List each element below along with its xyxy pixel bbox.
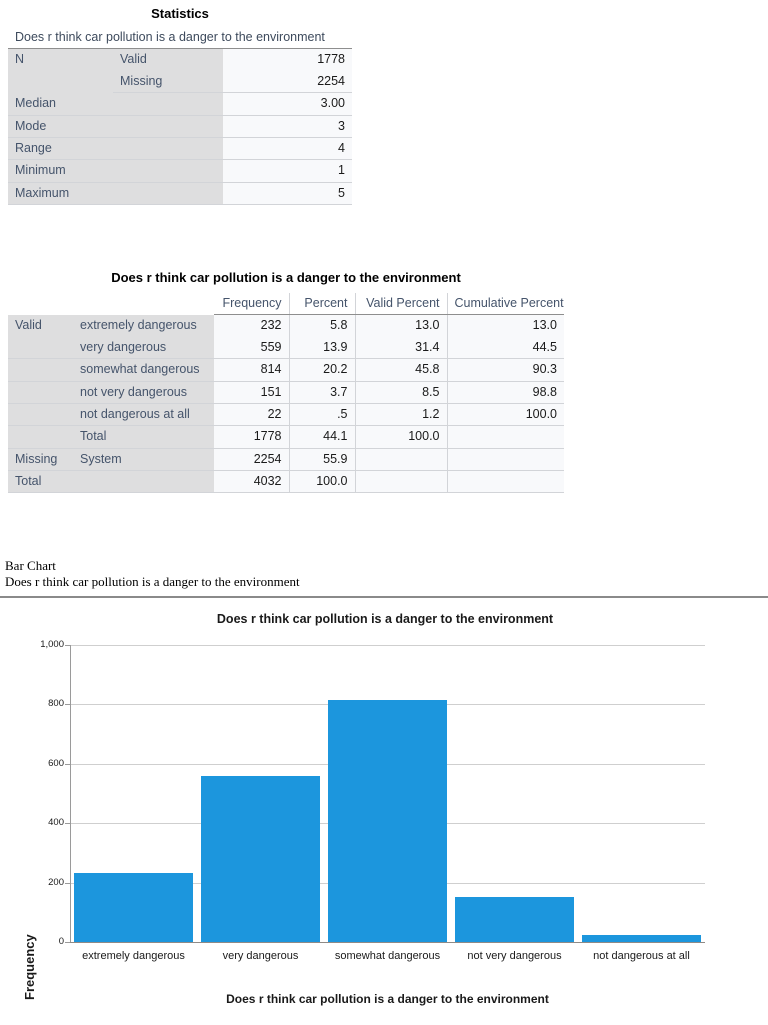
statistics-row-sublabel: Missing: [113, 71, 223, 93]
frequency-category-label: [73, 471, 214, 493]
percent-value: 44.1: [289, 426, 355, 448]
frequency-group-label: Valid: [8, 315, 73, 337]
valid-percent-value: 31.4: [355, 337, 447, 359]
chart-y-tick-label: 0: [58, 936, 64, 947]
frequency-table: [8, 293, 564, 493]
statistics-row-label: Minimum: [8, 160, 223, 182]
chart-y-tick-mark: [65, 823, 70, 824]
chart-y-tick-label: 400: [48, 817, 64, 829]
table-row: [8, 93, 352, 115]
cumulative-percent-value: 44.5: [447, 337, 564, 359]
frequency-value: 232: [214, 315, 289, 337]
chart-bar: [582, 935, 701, 942]
chart-plot-area: [70, 645, 705, 942]
table-row: [8, 137, 352, 159]
frequency-group-label: [8, 426, 73, 448]
table-row: [8, 426, 564, 448]
chart-category-label: not dangerous at all: [593, 950, 690, 962]
statistics-table: [8, 27, 352, 205]
frequency-header-row: [8, 293, 564, 315]
frequency-table-title: Does r think car pollution is a danger to the environment: [111, 270, 461, 285]
percent-value: 20.2: [289, 359, 355, 381]
frequency-group-label: Total: [8, 471, 73, 493]
statistics-row-sublabel: Valid: [113, 49, 223, 71]
chart-separator-rule: [0, 596, 768, 598]
chart-bar: [328, 700, 447, 942]
chart-x-axis-title: Does r think car pollution is a danger to the environment: [226, 992, 549, 1006]
chart-title: Does r think car pollution is a danger to the environment: [216, 612, 554, 626]
valid-percent-value: 45.8: [355, 359, 447, 381]
chart-bar: [201, 776, 320, 942]
statistics-row-value: 5: [223, 182, 352, 204]
statistics-table-title: Statistics: [151, 6, 209, 21]
chart-y-tick-mark: [65, 883, 70, 884]
bar-chart-caption: [5, 558, 300, 591]
bar-chart-caption-subheading: Does r think car pollution is a danger to the environment: [5, 574, 300, 590]
chart-category-label: very dangerous: [222, 950, 299, 962]
frequency-category-label: System: [73, 448, 214, 470]
table-row: [8, 71, 352, 93]
frequency-column-header: Percent: [289, 293, 355, 315]
frequency-group-label: [8, 381, 73, 403]
frequency-group-label: [8, 403, 73, 425]
frequency-category-label: extremely dangerous: [73, 315, 214, 337]
table-row: [8, 337, 564, 359]
frequency-value: 151: [214, 381, 289, 403]
chart-y-tick-mark: [65, 942, 70, 943]
chart-y-tick-label: 200: [48, 876, 64, 888]
statistics-row-label: Range: [8, 137, 223, 159]
frequency-column-header: Frequency: [214, 293, 289, 315]
statistics-column-header: Does r think car pollution is a danger to the environment: [8, 27, 352, 49]
percent-value: 5.8: [289, 315, 355, 337]
frequency-category-label: Total: [73, 426, 214, 448]
cumulative-percent-value: 100.0: [447, 403, 564, 425]
table-row: [8, 403, 564, 425]
frequency-column-header: Cumulative Percent: [447, 293, 564, 315]
table-row: [8, 381, 564, 403]
chart-y-tick-mark: [65, 764, 70, 765]
statistics-row-value: 4: [223, 137, 352, 159]
statistics-row-value: 1: [223, 160, 352, 182]
statistics-row-value: 1778: [223, 49, 352, 71]
frequency-table-block: [8, 270, 564, 493]
statistics-row-value: 3: [223, 115, 352, 137]
cumulative-percent-value: [447, 448, 564, 470]
table-row: [8, 49, 352, 71]
chart-gridline: [70, 645, 705, 646]
statistics-table-block: [8, 6, 352, 205]
table-row: [8, 315, 564, 337]
percent-value: .5: [289, 403, 355, 425]
bar-chart-caption-heading: Bar Chart: [5, 558, 56, 573]
bar-chart: [0, 600, 768, 1020]
statistics-row-label: [8, 71, 113, 93]
statistics-row-label: Median: [8, 93, 223, 115]
chart-y-tick-mark: [65, 704, 70, 705]
statistics-row-label: Mode: [8, 115, 223, 137]
frequency-header-corner: [8, 293, 214, 315]
chart-y-tick-label: 800: [48, 698, 64, 710]
valid-percent-value: 8.5: [355, 381, 447, 403]
chart-category-label: extremely dangerous: [82, 950, 185, 962]
table-row: [8, 448, 564, 470]
chart-x-axis-line: [70, 942, 705, 943]
valid-percent-value: 13.0: [355, 315, 447, 337]
statistics-header-row: [8, 27, 352, 49]
frequency-value: 814: [214, 359, 289, 381]
chart-category-label: not very dangerous: [467, 950, 562, 962]
frequency-value: 559: [214, 337, 289, 359]
frequency-category-label: not very dangerous: [73, 381, 214, 403]
chart-bar: [455, 897, 574, 942]
table-row: [8, 359, 564, 381]
frequency-value: 1778: [214, 426, 289, 448]
statistics-row-label: Maximum: [8, 182, 223, 204]
chart-y-axis-title: Frequency: [22, 934, 37, 1000]
valid-percent-value: [355, 448, 447, 470]
table-row: [8, 471, 564, 493]
frequency-category-label: not dangerous at all: [73, 403, 214, 425]
frequency-value: 22: [214, 403, 289, 425]
chart-y-tick-mark: [65, 645, 70, 646]
valid-percent-value: [355, 471, 447, 493]
cumulative-percent-value: 13.0: [447, 315, 564, 337]
statistics-row-value: 2254: [223, 71, 352, 93]
cumulative-percent-value: 90.3: [447, 359, 564, 381]
frequency-category-label: very dangerous: [73, 337, 214, 359]
percent-value: 55.9: [289, 448, 355, 470]
percent-value: 13.9: [289, 337, 355, 359]
valid-percent-value: 100.0: [355, 426, 447, 448]
statistics-row-label: N: [8, 49, 113, 71]
percent-value: 100.0: [289, 471, 355, 493]
chart-y-tick-label: 600: [48, 757, 64, 769]
frequency-group-label: Missing: [8, 448, 73, 470]
valid-percent-value: 1.2: [355, 403, 447, 425]
statistics-row-value: 3.00: [223, 93, 352, 115]
cumulative-percent-value: [447, 471, 564, 493]
table-row: [8, 115, 352, 137]
cumulative-percent-value: [447, 426, 564, 448]
frequency-group-label: [8, 359, 73, 381]
cumulative-percent-value: 98.8: [447, 381, 564, 403]
chart-y-tick-label: 1,000: [40, 639, 64, 650]
frequency-group-label: [8, 337, 73, 359]
percent-value: 3.7: [289, 381, 355, 403]
frequency-column-header: Valid Percent: [355, 293, 447, 315]
frequency-category-label: somewhat dangerous: [73, 359, 214, 381]
chart-bar: [74, 873, 193, 942]
table-row: [8, 160, 352, 182]
chart-y-axis-line: [70, 645, 71, 942]
frequency-value: 2254: [214, 448, 289, 470]
chart-category-label: somewhat dangerous: [334, 950, 441, 962]
frequency-value: 4032: [214, 471, 289, 493]
table-row: [8, 182, 352, 204]
